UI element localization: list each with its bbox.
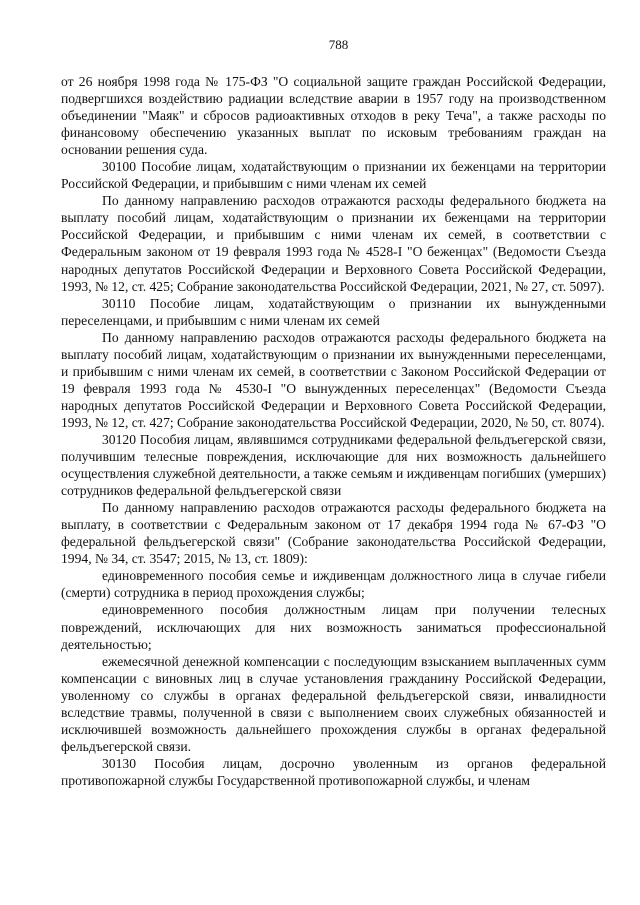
document-body bbox=[61, 73, 606, 789]
paragraph: единовременного пособия должностным лицам при получении телесных повреждений, исключающих для них возможность заниматься профессиональной деятельностью; bbox=[61, 602, 606, 652]
paragraph: от 26 ноября 1998 года № 175-ФЗ "О социальной защите граждан Российской Федерации, подвергшихся воздействию радиации вследствие аварии в 1957 году на производственном объединении "Маяк" и сбросов радиоактивных отходов в реку Теча", а также расходы по финансовому обеспечению указанных выплат по исковым требованиям граждан на основании решения суда. bbox=[61, 74, 606, 158]
paragraph: ежемесячной денежной компенсации с последующим взысканием выплаченных сумм компенсации с виновных лиц в случае установления гражданину Российской Федерации, уволенному со службы в органах федеральной фельдъегерской связи, инвалидности вследствие травмы, полученной в связи с выполнением своих служебных обязанностей и исключившей возможность дальнейшего прохождения службы в органах федеральной фельдъегерской связи. bbox=[61, 653, 606, 754]
paragraph: По данному направлению расходов отражаются расходы федерального бюджета на выплату пособий лицам, ходатайствующим о признании их беженцами на территории Российской Федерации, и прибывшим с ними членам их семей, в соответствии с Федеральным законом от 19 февраля 1993 года № 4528-I "О беженцах" (Ведомости Съезда народных депутатов Российской Федерации и Верховного Совета Российской Федерации, 1993, № 12, ст. 425; Собрание законодательства Российской Федерации, 2021, № 27, ст. 5097). bbox=[61, 193, 606, 294]
paragraph: 30130 Пособия лицам, досрочно уволенным из органов федеральной противопожарной службы Государственной противопожарной службы, и членам bbox=[61, 755, 606, 788]
page-number: 788 bbox=[328, 37, 349, 52]
paragraph: 30110 Пособие лицам, ходатайствующим о признании их вынужденными переселенцами, и прибывшим с ними членам их семей bbox=[61, 295, 606, 328]
paragraph: 30120 Пособия лицам, являвшимся сотрудниками федеральной фельдъегерской связи, получившим телесные повреждения, исключающие для них возможность дальнейшего осуществления служебной деятельности, а также семьям и иждивенцам погибших (умерших) сотрудников федеральной фельдъегерской связи bbox=[61, 431, 606, 499]
paragraph: 30100 Пособие лицам, ходатайствующим о признании их беженцами на территории Российской Федерации, и прибывшим с ними членам их семей bbox=[61, 159, 606, 192]
paragraph: По данному направлению расходов отражаются расходы федерального бюджета на выплату, в соответствии с Федеральным законом от 17 декабря 1994 года № 67-ФЗ "О федеральной фельдъегерской связи" (Собрание законодательства Российской Федерации, 1994, № 34, ст. 3547; 2015, № 13, ст. 1809): bbox=[61, 500, 606, 567]
paragraph: единовременного пособия семье и иждивенцам должностного лица в случае гибели (смерти) сотрудника в период прохождения службы; bbox=[61, 568, 606, 601]
paragraph: По данному направлению расходов отражаются расходы федерального бюджета на выплату пособий лицам, ходатайствующим о признании их вынужденными переселенцами, и прибывшим с ними членам их семей, в соответствии с Законом Российской Федерации от 19 февраля 1993 года № 4530-I "О вынужденных переселенцах" (Ведомости Съезда народных депутатов Российской Федерации и Верховного Совета Российской Федерации, 1993, № 12, ст. 427; Собрание законодательства Российской Федерации, 2020, № 50, ст. 8074). bbox=[61, 329, 606, 430]
